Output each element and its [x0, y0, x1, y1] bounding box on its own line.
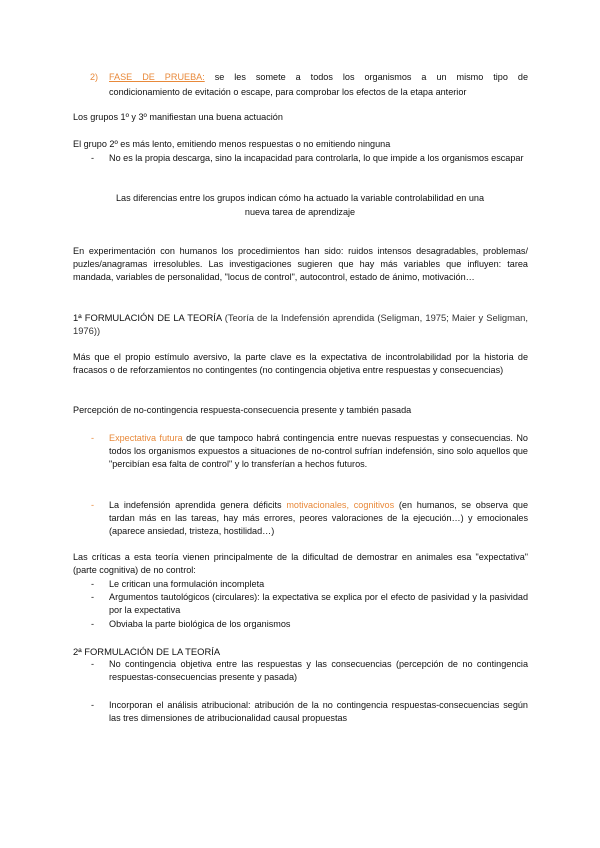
phase-line-2-text: condicionamiento de evitación o escape, para comprobar los efectos de la etapa anterior	[109, 87, 467, 97]
group2-paragraph	[73, 138, 533, 151]
phase-label: FASE DE PRUEBA:	[109, 72, 205, 82]
criticism-item-2: Argumentos tautológicos (circulares): la expectativa se explica por el efecto de pasividad y la pasividad por la expectativa	[109, 592, 528, 615]
deficits-bullet-text	[109, 499, 528, 538]
expectativa-rest: de que tampoco habrá contingencia entre nuevas respuestas y consecuencias. No todos los organismos expuestos a situaciones de no-control sufrían indefensión, sino solo aquellos que "percibían esa falta de control" y lo transferían a hechos futuros.	[109, 433, 528, 469]
second-formulation-heading: 2ª FORMULACIÓN DE LA TEORÍA	[73, 646, 221, 657]
groups-ok-paragraph	[73, 111, 533, 124]
second-item-2: Incorporan el análisis atribucional: atribución de la no contingencia respuestas-consecuencias según las tres dimensiones de atribucionalidad causal propuestas	[109, 700, 528, 723]
deficits-bullet-marker: -	[91, 500, 95, 510]
group2-bullet-marker: -	[91, 153, 95, 163]
phase-number	[90, 71, 98, 84]
phase-line-1-rest: se les somete a todos los organismos a un mismo tipo de	[214, 72, 529, 82]
expectativa-highlight: Expectativa futura	[109, 433, 183, 443]
deficits-after: (en humanos, se observa que tardan más en las tareas, hay más errores, peores valoraciones de la ejecución…) y emocionales (aparece ansiedad, tristeza, hostilidad…)	[109, 500, 529, 536]
second-bullet-marker-2: -	[91, 700, 95, 710]
differences-line-2: nueva tarea de aprendizaje	[244, 207, 356, 217]
first-formulation-block	[73, 311, 528, 337]
phase-line-1	[109, 71, 528, 84]
phase-line-2	[109, 86, 529, 99]
criticism-bullet-marker-1: -	[91, 579, 95, 589]
criticisms-intro: Las críticas a esta teoría vienen principalmente de la dificultad de demostrar en animales esa "expectativa" (parte cognitiva) de no control:	[73, 552, 528, 575]
second-item-1: No contingencia objetiva entre las respuestas y las consecuencias (percepción de no contingencia respuestas-consecuencias presente y pasada)	[109, 659, 528, 682]
differences-line-1: Las diferencias entre los grupos indican cómo ha actuado la variable controlabilidad en una	[115, 193, 485, 203]
group2-bullet-text: No es la propia descarga, sino la incapacidad para controlarla, lo que impide a los organismos escapar	[109, 153, 524, 163]
group2-text: El grupo 2º es más lento, emitiendo menos respuestas o no emitiendo ninguna	[73, 139, 391, 149]
expectativa-bullet-text	[109, 432, 528, 471]
deficits-before: La indefensión aprendida genera déficits	[109, 500, 282, 510]
phase-number-text: 2)	[90, 72, 99, 82]
second-bullet-marker-1: -	[91, 659, 95, 669]
humans-paragraph: En experimentación con humanos los procedimientos han sido: ruidos intensos desagradables, problemas/ puzles/anagramas irresolubles. Las investigaciones sugieren que hay más variables que influyen: tarea mandada, variables de personalidad, "locus de control", autocontrol, estado de ánimo, motivación…	[73, 246, 528, 282]
perception-paragraph: Percepción de no-contingencia respuesta-consecuencia presente y también pasada	[73, 405, 412, 415]
criticism-item-3: Obviaba la parte biológica de los organismos	[109, 619, 291, 629]
expectativa-bullet-marker: -	[91, 433, 95, 443]
criticism-item-1: Le critican una formulación incompleta	[109, 579, 265, 589]
first-formulation-heading: 1ª FORMULACIÓN DE LA TEORÍA	[73, 312, 222, 323]
expectancy-paragraph: Más que el propio estímulo aversivo, la parte clave es la expectativa de incontrolabilidad por la historia de fracasos o de reforzamientos no contingentes (no contingencia objetiva entre respuestas y consecuencias)	[73, 352, 528, 375]
criticism-bullet-marker-3: -	[91, 619, 95, 629]
groups-ok-text: Los grupos 1º y 3º manifiestan una buena actuación	[73, 112, 283, 122]
criticism-bullet-marker-2: -	[91, 592, 95, 602]
deficits-highlight: motivacionales, cognitivos	[286, 500, 395, 510]
first-formulation-reference: (Teoría de la Indefensión aprendida (Seligman, 1975; Maier y Seligman, 1976))	[73, 312, 528, 336]
